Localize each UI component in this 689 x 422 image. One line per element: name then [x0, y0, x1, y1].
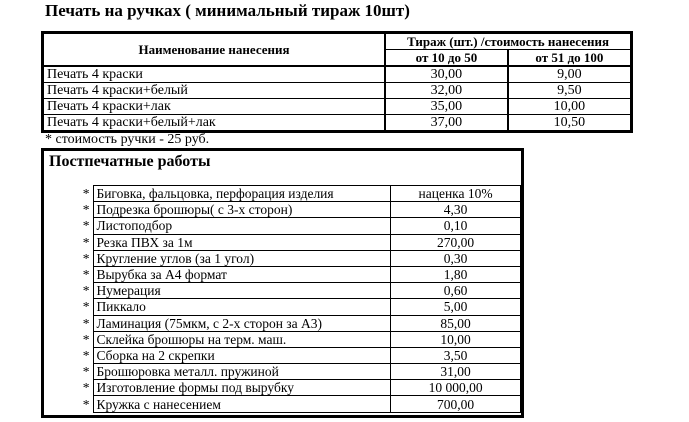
row-description: Изготовление формы под вырубку: [94, 380, 391, 396]
row-value: 270,00: [391, 234, 521, 250]
row-price-b: 10,00: [508, 99, 632, 115]
row-description: Сборка на 2 скрепки: [94, 347, 391, 363]
row-price-b: 9,00: [508, 66, 632, 83]
row-description: Пиккало: [94, 299, 391, 315]
page-title: Печать на ручках ( минимальный тираж 10шт): [45, 1, 410, 20]
row-description: Биговка, фальцовка, перфорация изделия: [94, 186, 391, 202]
section-title: Постпечатные работы: [49, 153, 211, 170]
row-description: Нумерация: [94, 283, 391, 299]
row-price-a: 30,00: [385, 66, 508, 83]
row-price-a: 37,00: [385, 115, 508, 132]
printing-price-table: [41, 31, 633, 133]
row-value: 85,00: [391, 315, 521, 331]
row-marker: *: [44, 347, 94, 363]
column-header-name: Наименование нанесения: [43, 33, 386, 67]
row-marker: *: [44, 364, 94, 380]
row-marker: *: [44, 202, 94, 218]
row-description: Вырубка за А4 формат: [94, 266, 391, 282]
row-value: наценка 10%: [391, 186, 521, 202]
table-row: [43, 115, 632, 132]
row-marker: *: [44, 396, 94, 412]
row-description: Склейка брошюры на терм. маш.: [94, 331, 391, 347]
row-marker: *: [44, 266, 94, 282]
table-row: [44, 218, 521, 234]
row-price-a: 32,00: [385, 83, 508, 99]
row-value: 0,60: [391, 283, 521, 299]
row-price-b: 10,50: [508, 115, 632, 132]
table-row: [44, 250, 521, 266]
row-marker: *: [44, 218, 94, 234]
row-description: Кругление углов (за 1 угол): [94, 250, 391, 266]
row-value: 5,00: [391, 299, 521, 315]
row-marker: *: [44, 299, 94, 315]
row-name: Печать 4 краски+лак: [43, 99, 386, 115]
column-header-range-b: от 51 до 100: [508, 50, 632, 67]
row-value: 700,00: [391, 396, 521, 412]
table-row: [44, 299, 521, 315]
row-value: 10,00: [391, 331, 521, 347]
row-value: 1,80: [391, 266, 521, 282]
row-description: Ламинация (75мкм, с 2-х сторон за А3): [94, 315, 391, 331]
row-description: Резка ПВХ за 1м: [94, 234, 391, 250]
row-description: Листоподбор: [94, 218, 391, 234]
row-marker: *: [44, 234, 94, 250]
footnote: * стоимость ручки - 25 руб.: [45, 132, 210, 147]
row-value: 3,50: [391, 347, 521, 363]
row-marker: *: [44, 380, 94, 396]
row-price-b: 9,50: [508, 83, 632, 99]
postpress-table: [44, 185, 521, 413]
row-description: Подрезка брошюры( с 3-х сторон): [94, 202, 391, 218]
row-value: 4,30: [391, 202, 521, 218]
row-marker: *: [44, 331, 94, 347]
table-row: [44, 202, 521, 218]
table-row: [44, 331, 521, 347]
row-description: Брошюровка металл. пружиной: [94, 364, 391, 380]
row-name: Печать 4 краски: [43, 66, 386, 83]
table-row: [43, 99, 632, 115]
table-row: [43, 83, 632, 99]
table-row: [44, 234, 521, 250]
table-row: [43, 66, 632, 83]
table-row: [44, 315, 521, 331]
column-header-range-a: от 10 до 50: [385, 50, 508, 67]
row-description: Кружка с нанесением: [94, 396, 391, 412]
row-marker: *: [44, 186, 94, 202]
row-marker: *: [44, 315, 94, 331]
row-value: 31,00: [391, 364, 521, 380]
table-row: [44, 266, 521, 282]
table-row: [44, 347, 521, 363]
table-row: [44, 396, 521, 412]
postpress-panel: [41, 148, 524, 418]
table-row: [44, 283, 521, 299]
row-value: 0,10: [391, 218, 521, 234]
row-marker: *: [44, 283, 94, 299]
table-row: [44, 364, 521, 380]
table-row: [44, 380, 521, 396]
row-marker: *: [44, 250, 94, 266]
row-name: Печать 4 краски+белый: [43, 83, 386, 99]
column-header-group: Тираж (шт.) /стоимость нанесения: [385, 33, 631, 50]
row-value: 0,30: [391, 250, 521, 266]
table-row: [44, 186, 521, 202]
row-value: 10 000,00: [391, 380, 521, 396]
row-price-a: 35,00: [385, 99, 508, 115]
row-name: Печать 4 краски+белый+лак: [43, 115, 386, 132]
